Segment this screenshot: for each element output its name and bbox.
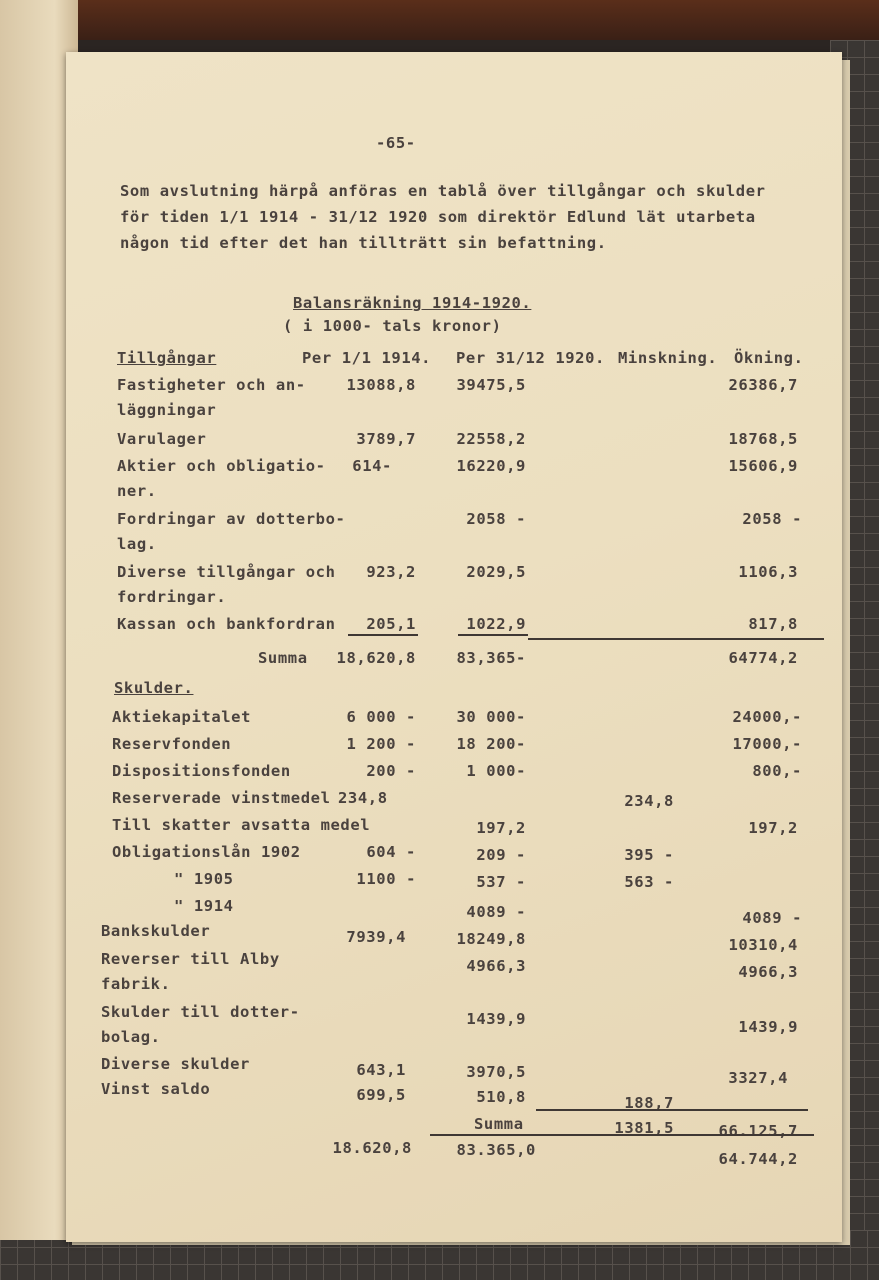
assets-header: Tillgångar xyxy=(117,349,217,367)
row-label-continued: fordringar. xyxy=(117,588,227,606)
sum-rule-upper xyxy=(536,1109,808,1111)
value-1914: 604 - xyxy=(366,843,416,861)
value-1920: 4089 - xyxy=(466,903,526,921)
value-1920: 2029,5 xyxy=(466,563,526,581)
column-header-decrease: Minskning. xyxy=(618,349,718,367)
row-label-continued: fabrik. xyxy=(101,975,171,993)
value-increase: 10310,4 xyxy=(728,936,798,954)
intro-line-1: Som avslutning härpå anföras en tablå över tillgångar och skulder xyxy=(120,182,766,200)
value-1914: 13088,8 xyxy=(346,376,416,394)
value-1920: 4966,3 xyxy=(466,957,526,975)
value-1914: 923,2 xyxy=(366,563,416,581)
value-increase: 4089 - xyxy=(742,909,802,927)
value-decrease: 563 - xyxy=(624,873,674,891)
value-1914: 643,1 xyxy=(356,1061,406,1079)
value-increase: 15606,9 xyxy=(728,457,798,475)
value-1920: 18249,8 xyxy=(456,930,526,948)
row-label: Aktier och obligatio- xyxy=(117,457,326,475)
value-1920: 30 000- xyxy=(456,708,526,726)
value-increase: 18768,5 xyxy=(728,430,798,448)
value-increase: 817,8 xyxy=(748,615,798,633)
value-1920: 2058 - xyxy=(466,510,526,528)
total-1920: 83.365,0 xyxy=(456,1141,536,1159)
value-increase: 1439,9 xyxy=(738,1018,798,1036)
value-increase: 24000,- xyxy=(732,708,802,726)
table-subtitle: ( i 1000- tals kronor) xyxy=(283,317,502,335)
value-1914: 1100 - xyxy=(356,870,416,888)
total-1914: 18.620,8 xyxy=(332,1139,412,1157)
liabilities-header: Skulder. xyxy=(114,679,194,697)
value-increase: 2058 - xyxy=(742,510,802,528)
value-1914: 614- xyxy=(352,457,392,475)
intro-line-3: någon tid efter det han tillträtt sin befattning. xyxy=(120,234,607,252)
row-label: Kassan och bankfordran xyxy=(117,615,336,633)
sum-rule-changes xyxy=(528,638,824,640)
page-number: -65- xyxy=(376,134,416,152)
row-label-continued: ner. xyxy=(117,482,157,500)
value-increase: 26386,7 xyxy=(728,376,798,394)
value-1920: 1022,9 xyxy=(466,615,526,633)
row-label-continued: bolag. xyxy=(101,1028,161,1046)
row-label: Till skatter avsatta medel xyxy=(112,816,371,834)
row-label: Fastigheter och an- xyxy=(117,376,306,394)
row-label: Skulder till dotter- xyxy=(101,1003,300,1021)
value-decrease: 395 - xyxy=(624,846,674,864)
sum-rule-1920 xyxy=(458,634,528,636)
sum-rule-lower xyxy=(430,1134,814,1136)
sum-1914: 18,620,8 xyxy=(336,649,416,667)
value-decrease: 234,8 xyxy=(624,792,674,810)
value-increase: 3327,4 xyxy=(728,1069,788,1087)
row-label: Reserverade vinstmedel xyxy=(112,789,331,807)
value-1920: 510,8 xyxy=(476,1088,526,1106)
sum-rule-1914 xyxy=(348,634,418,636)
value-1914: 205,1 xyxy=(366,615,416,633)
value-1914: 699,5 xyxy=(356,1086,406,1104)
background-top xyxy=(0,0,879,40)
row-label: Vinst saldo xyxy=(101,1080,211,1098)
row-label: Varulager xyxy=(117,430,207,448)
value-1920: 537 - xyxy=(476,873,526,891)
value-1920: 209 - xyxy=(476,846,526,864)
row-label-continued: lag. xyxy=(117,535,157,553)
sum-decrease: 1381,5 xyxy=(614,1119,674,1137)
value-increase: 4966,3 xyxy=(738,963,798,981)
sum-label: Summa xyxy=(258,649,308,667)
total-increase: 64.744,2 xyxy=(718,1150,798,1168)
sum-increase: 64774,2 xyxy=(728,649,798,667)
document-page xyxy=(66,52,842,1242)
sum-increase: 66.125,7 xyxy=(718,1122,798,1140)
row-label: Dispositionsfonden xyxy=(112,762,291,780)
value-1920: 22558,2 xyxy=(456,430,526,448)
row-label: Bankskulder xyxy=(101,922,211,940)
table-title: Balansräkning 1914-1920. xyxy=(293,294,532,312)
row-label: Reverser till Alby xyxy=(101,950,280,968)
value-1914: 6 000 - xyxy=(346,708,416,726)
value-1920: 1439,9 xyxy=(466,1010,526,1028)
value-1920: 1 000- xyxy=(466,762,526,780)
value-1920: 197,2 xyxy=(476,819,526,837)
row-label: Fordringar av dotterbo- xyxy=(117,510,346,528)
column-header-1914: Per 1/1 1914. xyxy=(302,349,432,367)
sum-1920: 83,365- xyxy=(456,649,526,667)
value-1920: 16220,9 xyxy=(456,457,526,475)
row-label: Obligationslån 1902 xyxy=(112,843,301,861)
row-label: " 1905 xyxy=(174,870,234,888)
row-label: Reservfonden xyxy=(112,735,232,753)
value-1914: 3789,7 xyxy=(356,430,416,448)
value-increase: 1106,3 xyxy=(738,563,798,581)
value-1914: 200 - xyxy=(366,762,416,780)
row-label: " 1914 xyxy=(174,897,234,915)
value-1920: 18 200- xyxy=(456,735,526,753)
value-increase: 17000,- xyxy=(732,735,802,753)
row-label: Aktiekapitalet xyxy=(112,708,252,726)
column-header-1920: Per 31/12 1920. xyxy=(456,349,605,367)
value-increase: 800,- xyxy=(752,762,802,780)
value-increase: 197,2 xyxy=(748,819,798,837)
intro-line-2: för tiden 1/1 1914 - 31/12 1920 som direktör Edlund lät utarbeta xyxy=(120,208,756,226)
value-1920: 39475,5 xyxy=(456,376,526,394)
sum-label: Summa xyxy=(474,1115,524,1133)
row-label: Diverse tillgångar och xyxy=(117,563,336,581)
row-label: Diverse skulder xyxy=(101,1055,250,1073)
value-1914: 234,8 xyxy=(338,789,388,807)
value-1914: 1 200 - xyxy=(346,735,416,753)
value-decrease: 188,7 xyxy=(624,1094,674,1112)
column-header-increase: Ökning. xyxy=(734,349,804,367)
value-1914: 7939,4 xyxy=(346,928,406,946)
value-1920: 3970,5 xyxy=(466,1063,526,1081)
row-label-continued: läggningar xyxy=(117,401,217,419)
